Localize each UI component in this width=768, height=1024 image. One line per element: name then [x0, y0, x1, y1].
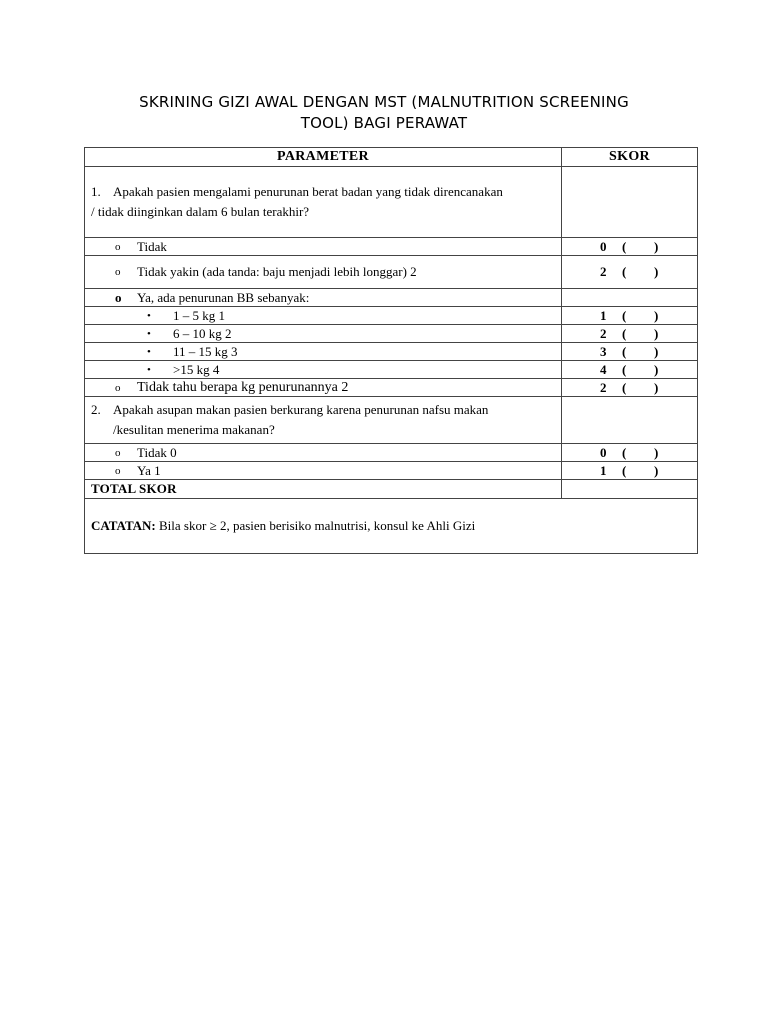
option-label: Tidak 0: [137, 444, 177, 460]
note-cell: [85, 499, 698, 554]
document-title: [84, 92, 684, 134]
note-row: [85, 499, 698, 554]
bullet-icon: •: [147, 345, 151, 358]
score-cell[interactable]: [562, 238, 698, 256]
table-header-row: [85, 148, 698, 167]
score-paren-close: ): [654, 343, 659, 359]
question-2-row: [85, 397, 698, 444]
question-2-number: 2.: [91, 402, 101, 417]
score-cell[interactable]: [562, 361, 698, 379]
q1-sub-option-row: [85, 343, 698, 361]
score-cell[interactable]: [562, 343, 698, 361]
note-text: Bila skor ≥ 2, pasien berisiko malnutrisi, konsul ke Ahli Gizi: [155, 518, 476, 533]
note-label: CATATAN:: [91, 518, 156, 533]
sub-option-label: 1 – 5 kg 1: [173, 307, 225, 323]
option-marker: o: [115, 464, 121, 477]
score-paren-open: (: [622, 325, 627, 341]
bullet-icon: •: [147, 309, 151, 322]
bullet-icon: •: [147, 327, 151, 340]
sub-option-label: 11 – 15 kg 3: [173, 343, 238, 359]
q1-option-row: [85, 289, 698, 307]
score-paren-open: (: [622, 307, 627, 323]
question-2-line-1: Apakah asupan makan pasien berkurang karena penurunan nafsu makan: [113, 402, 489, 417]
score-paren-open: (: [622, 264, 627, 279]
option-label: Tidak: [137, 238, 167, 254]
sub-option-label: >15 kg 4: [173, 361, 220, 377]
question-1-line-2: / tidak diinginkan dalam 6 bulan terakhir?: [91, 204, 310, 219]
score-cell[interactable]: [562, 307, 698, 325]
score-value: 1: [600, 307, 607, 323]
question-1-row: [85, 167, 698, 238]
score-cell[interactable]: [562, 462, 698, 480]
title-line-1: SKRINING GIZI AWAL DENGAN MST (MALNUTRITION SCREENING: [139, 93, 629, 111]
score-paren-open: (: [622, 238, 627, 254]
score-paren-close: ): [654, 444, 659, 460]
score-value: 1: [600, 462, 607, 478]
score-paren-close: ): [654, 264, 659, 279]
score-value: 2: [600, 379, 607, 395]
score-paren-close: ): [654, 379, 659, 395]
option-label: Ya, ada penurunan BB sebanyak:: [137, 289, 310, 305]
option-marker: o: [115, 381, 121, 394]
score-value: 0: [600, 238, 607, 254]
score-paren-open: (: [622, 343, 627, 359]
score-paren-close: ): [654, 325, 659, 341]
score-paren-open: (: [622, 444, 627, 460]
option-marker: o: [115, 446, 121, 459]
q1-sub-option-row: [85, 307, 698, 325]
score-paren-open: (: [622, 379, 627, 395]
option-marker: o: [115, 266, 121, 278]
header-parameter: PARAMETER: [85, 148, 562, 167]
option-label: Ya 1: [137, 462, 161, 478]
score-value: 4: [600, 361, 607, 377]
q2-option-row: [85, 462, 698, 480]
option-label: Tidak tahu berapa kg penurunannya 2: [137, 379, 349, 395]
mst-screening-table: [84, 147, 698, 554]
score-cell[interactable]: [562, 325, 698, 343]
score-value: 0: [600, 444, 607, 460]
score-paren-close: ): [654, 238, 659, 254]
question-1-number: 1.: [91, 184, 101, 199]
q2-option-row: [85, 444, 698, 462]
score-cell[interactable]: [562, 256, 698, 289]
score-cell-empty: [562, 289, 698, 307]
question-2-score-cell: [562, 397, 698, 444]
bullet-icon: •: [147, 363, 151, 376]
question-1-line-1: Apakah pasien mengalami penurunan berat badan yang tidak direncanakan: [113, 184, 503, 199]
score-paren-open: (: [622, 462, 627, 478]
header-score: SKOR: [562, 148, 698, 167]
score-value: 3: [600, 343, 607, 359]
total-score-row: [85, 480, 698, 499]
score-value: 2: [600, 325, 607, 341]
question-2-line-2: /kesulitan menerima makanan?: [113, 422, 275, 437]
q1-option-row: [85, 238, 698, 256]
score-paren-open: (: [622, 361, 627, 377]
q1-option-row: [85, 379, 698, 397]
question-1-text: [85, 167, 562, 238]
score-value: 2: [600, 264, 607, 279]
score-paren-close: ): [654, 307, 659, 323]
question-1-score-cell: [562, 167, 698, 238]
q1-sub-option-row: [85, 361, 698, 379]
score-cell[interactable]: [562, 379, 698, 397]
score-paren-close: ): [654, 361, 659, 377]
option-label: Tidak yakin (ada tanda: baju menjadi lebih longgar) 2: [137, 264, 417, 279]
title-line-2: TOOL) BAGI PERAWAT: [300, 114, 468, 132]
score-cell[interactable]: [562, 444, 698, 462]
q1-option-row: [85, 256, 698, 289]
option-marker: o: [115, 240, 121, 253]
option-marker: o: [115, 289, 122, 305]
q1-sub-option-row: [85, 325, 698, 343]
score-paren-close: ): [654, 462, 659, 478]
total-score-value-cell[interactable]: [562, 480, 698, 499]
sub-option-label: 6 – 10 kg 2: [173, 325, 232, 341]
question-2-text: [85, 397, 562, 444]
total-score-label: TOTAL SKOR: [85, 480, 562, 499]
